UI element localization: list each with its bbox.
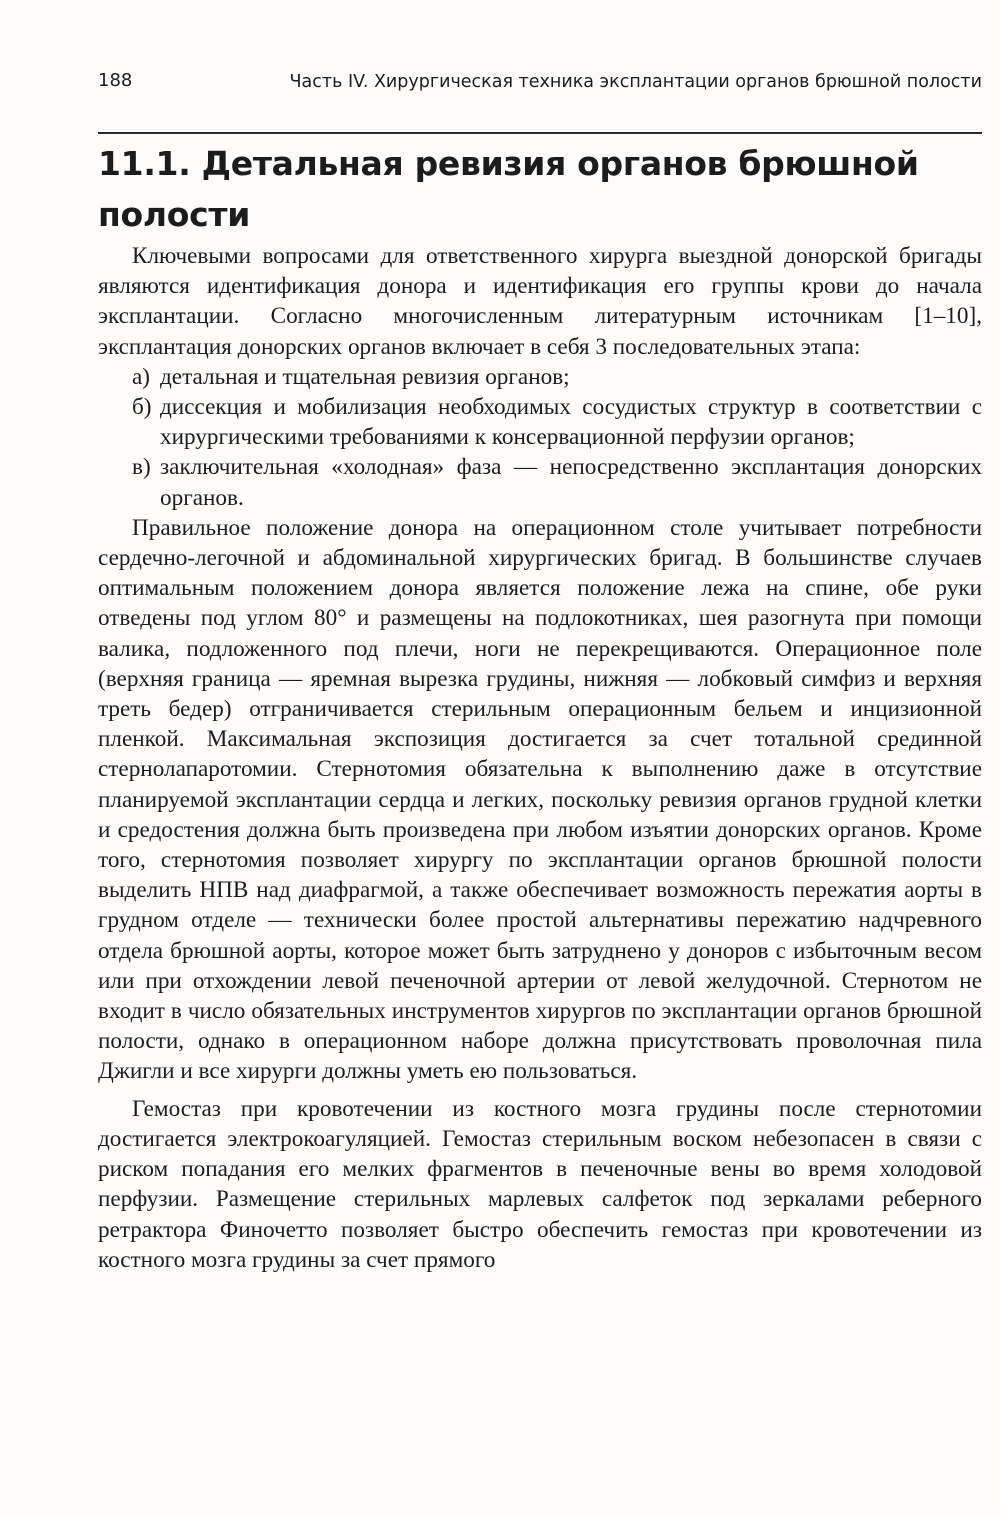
paragraph-donor-position: Правильное положение донора на операционном столе учитывает потребности сердечно-легочной и абдоминальной хирургических бригад. В большинстве случаев оптимальным положением донора является положение лежа на спине, обе руки отведены под углом 80° и размещены на подлокотниках, шея разогнута при помощи валика, подложенного под плечи, ноги не перекрещиваются. Операционное поле (верхняя граница — яремная вырезка грудины, нижняя — лобковый симфиз и верхняя треть бедер) отграничивается стерильным операционным бельем и инцизионной пленкой. Максимальная экспозиция достигается за счет тотальной срединной стернолапаротомии. Стернотомия обязательна к выполнению даже в отсутствие планируемой эксплантации сердца и легких, поскольку ревизия органов грудной клетки и средостения должна быть произведена при любом изъятии донорских органов. Кроме того, стернотомия позволяет хирургу по эксплантации органов брюшной полости выделить НПВ над диафрагмой, а также обеспечивает возможность пережатия аорты в грудном отделе — технически более простой альтернативы пережатию надчревного отдела брюшной аорты, которое может быть затруднено у доноров с избыточным весом или при отхождении левой печеночной артерии от левой желудочной. Стернотом не входит в число обязательных инструментов хирургов по эксплантации органов брюшной полости, однако в операционном наборе должна присутствовать проволочная пила Джигли и все хирурги должны уметь ею пользоваться. <box>98 514 982 1085</box>
page-number: 188 <box>98 70 133 91</box>
paragraph-gap <box>98 1087 982 1094</box>
header-rule <box>98 132 982 134</box>
paragraph-hemostasis: Гемостаз при кровотечении из костного мозга грудины после стернотомии достигается электрокоагуляцией. Гемостаз стерильным воском небезопасен в связи с риском попадания его мелких фрагментов в печеночные вены во время холодовой перфузии. Размещение стерильных марлевых салфеток под зеркалами реберного ретрактора Финочетто позволяет быстро обеспечить гемостаз при кровотечении из костного мозга грудины за счет прямого <box>98 1095 982 1273</box>
list-marker: б) <box>132 394 152 421</box>
stages-list <box>98 362 982 513</box>
section-title: 11.1. Детальная ревизия органов брюшной полости <box>98 144 919 234</box>
list-item-text: детальная и тщательная ревизия органов; <box>160 363 570 390</box>
list-item <box>98 452 982 512</box>
paragraph-intro: Ключевыми вопросами для ответственного хирурга выездной донорской бригады являются идентификация донора и идентификация его группы крови до начала эксплантации. Согласно многочисленным литературным источникам [1–10], эксплантация донорских органов включает в себя 3 последовательных этапа: <box>98 243 982 360</box>
body-text <box>98 241 982 1275</box>
list-item-text: диссекция и мобилизация необходимых сосудистых структур в соответствии с хирургическими требованиями к консервационной перфузии органов; <box>160 394 982 451</box>
list-item <box>98 392 982 452</box>
list-item-text: заключительная «холодная» фаза — непосредственно эксплантация донорских органов. <box>160 454 982 511</box>
list-marker: в) <box>132 454 151 481</box>
list-marker: а) <box>132 363 151 390</box>
list-item <box>98 362 982 392</box>
part-title: Часть IV. Хирургическая техника эксплантации органов брюшной полости <box>289 72 982 92</box>
running-head <box>98 68 982 108</box>
